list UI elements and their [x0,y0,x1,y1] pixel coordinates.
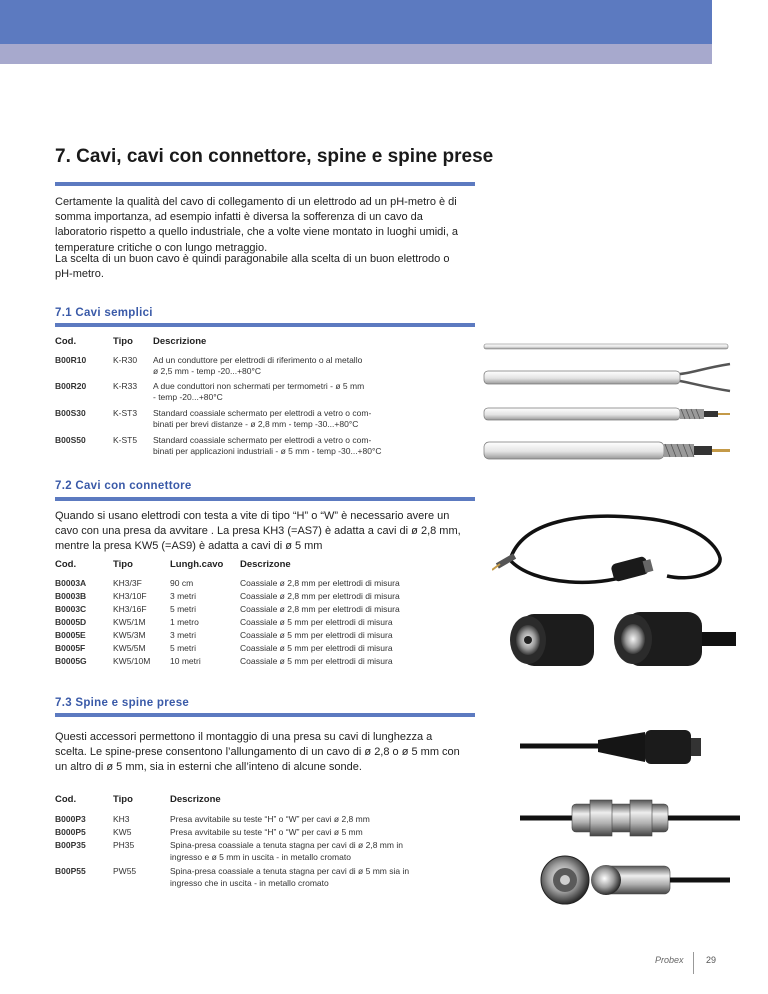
page-number: 29 [706,955,717,965]
footer-divider [693,952,694,974]
row-cod: B000P5 [55,827,86,837]
row-tipo: KH3/16F [113,604,147,614]
row-length: 1 metro [170,617,199,627]
row-tipo: K-R33 [113,381,138,391]
row-cod: B0003C [55,604,87,614]
row-length: 3 metri [170,591,196,601]
section-rule-1 [55,323,475,327]
row-length: 5 metri [170,643,196,653]
row-desc: Coassiale ø 2,8 mm per elettrodi di misura [240,578,400,588]
row-cod: B000P3 [55,814,86,824]
section-title-spine: 7.3 Spine e spine prese [55,697,190,709]
row-tipo: KH3/10F [113,591,147,601]
row-cod: B00R20 [55,381,87,391]
row-desc-line1: Ad un conduttore per elettrodi di riferimento o al metallo [153,355,363,365]
intro-paragraph-1: Certamente la qualità del cavo di collegamento di un elettrodo ad un pH-metro è di somma importanza, ad esempio infatti è diversa la sofferenza di un cavo da laboratorio rispetto a quello industriale, che a volte viene montato in luoghi umidi, a temperature critiche o con lungo metraggio. [55,196,458,254]
row-cod: B00R10 [55,355,87,365]
row-desc-line2: ø 2,5 mm - temp -20...+80°C [153,366,262,376]
row-tipo: KW5 [113,827,132,837]
col-header-descrizone: Descrizone [240,559,291,570]
row-cod: B00P35 [55,840,86,850]
simple-cables-image [478,330,738,470]
row-desc: Coassiale ø 5 mm per elettrodi di misura [240,617,393,627]
header-notch [712,0,768,64]
row-tipo: KW5/1M [113,617,146,627]
row-desc-line1: Standard coassiale schermato per elettrodi a vetro o com- [153,408,372,418]
connector-paragraph: Quando si usano elettrodi con testa a vite di tipo “H” o “W” è necessario avere un cavo con una presa da avvitare . La presa KH3 (=AS7) è adatta a cavi di ø 2,8 mm, mentre la presa KW5 (=AS9) è adatta a cavi di ø 5 mm [55,510,461,553]
section-rule-2 [55,497,475,501]
row-desc-line2: ingresso che in uscita - in metallo cromato [170,878,329,888]
page-title: 7. Cavi, cavi con connettore, spine e spine prese [55,146,494,167]
section-title-cavi-semplici: 7.1 Cavi semplici [55,307,153,319]
row-tipo: K-ST3 [113,408,138,418]
row-length: 3 metri [170,630,196,640]
coiled-cable-image [492,500,742,596]
col-header-descrizione: Descrizione [153,336,207,347]
col-header-descrizone: Descrizone [170,794,221,805]
row-cod: B0005D [55,617,87,627]
row-cod: B0005G [55,656,87,666]
row-tipo: PH35 [113,840,135,850]
row-cod: B00S30 [55,408,86,418]
row-cod: B0005F [55,643,86,653]
row-tipo: KW5/5M [113,643,146,653]
section-rule-3 [55,713,475,717]
row-tipo: K-ST5 [113,435,138,445]
row-length: 5 metri [170,604,196,614]
col-header-lungh-cavo: Lungh.cavo [170,559,224,570]
row-desc: Coassiale ø 5 mm per elettrodi di misura [240,656,393,666]
row-cod: B0003B [55,591,87,601]
row-tipo: KH3 [113,814,130,824]
row-desc-line1: Spina-presa coassiale a tenuta stagna per cavi di ø 5 mm sia in [170,866,410,876]
row-cod: B0003A [55,578,87,588]
col-header-tipo: Tipo [113,794,133,805]
row-tipo: K-R30 [113,355,138,365]
row-tipo: PW55 [113,866,137,876]
header-subband [0,44,768,64]
row-desc-line2: binati per applicazioni industriali - ø 5 mm - temp -30...+80°C [153,446,382,456]
row-length: 10 metri [170,656,201,666]
header-band [0,0,768,44]
row-desc-line2: binati per brevi distanze - ø 2,8 mm - temp -30...+80°C [153,419,359,429]
row-tipo: KH3/3F [113,578,142,588]
row-desc-line2: - temp -20...+80°C [153,392,223,402]
section-title-cavi-con-connettore: 7.2 Cavi con connettore [55,480,192,492]
footer-brand: Probex [655,955,684,965]
row-tipo: KW5/3M [113,630,146,640]
row-desc-line1: Presa avvitabile su teste “H” o “W” per cavi ø 2,8 mm [170,814,370,824]
title-rule [55,182,475,186]
row-desc: Coassiale ø 2,8 mm per elettrodi di misura [240,604,400,614]
intro-paragraph-2: La scelta di un buon cavo è quindi paragonabile alla scelta di un buon elettrodo o pH-metro. [55,253,450,281]
row-desc: Coassiale ø 5 mm per elettrodi di misura [240,643,393,653]
plugs-image [520,720,740,920]
row-desc-line2: ingresso e ø 5 mm in uscita - in metallo cromato [170,852,351,862]
row-desc: Coassiale ø 5 mm per elettrodi di misura [240,630,393,640]
row-desc-line1: Presa avvitabile su teste “H” o “W” per cavi ø 5 mm [170,827,363,837]
row-cod: B00S50 [55,435,86,445]
col-header-tipo: Tipo [113,336,133,347]
col-header-tipo: Tipo [113,559,133,570]
col-header-cod: Cod. [55,559,77,570]
row-desc: Coassiale ø 2,8 mm per elettrodi di misura [240,591,400,601]
row-cod: B00P55 [55,866,86,876]
col-header-cod: Cod. [55,336,77,347]
row-desc-line1: Spina-presa coassiale a tenuta stagna per cavi di ø 2,8 mm in [170,840,403,850]
plugs-paragraph: Questi accessori permettono il montaggio di una presa su cavi di lunghezza a scelta. Le spine-prese consentono l’allungamento di un cavo di ø 2,8 o ø 5 mm con un altro di ø 5 mm, sia in esterni che all’inteno di alcune sonde. [55,731,460,774]
row-length: 90 cm [170,578,194,588]
row-desc-line1: Standard coassiale schermato per elettrodi a vetro o com- [153,435,372,445]
row-cod: B0005E [55,630,86,640]
col-header-cod: Cod. [55,794,77,805]
connector-heads-image [498,600,738,680]
row-tipo: KW5/10M [113,656,151,666]
row-desc-line1: A due conduttori non schermati per termometri - ø 5 mm [153,381,365,391]
